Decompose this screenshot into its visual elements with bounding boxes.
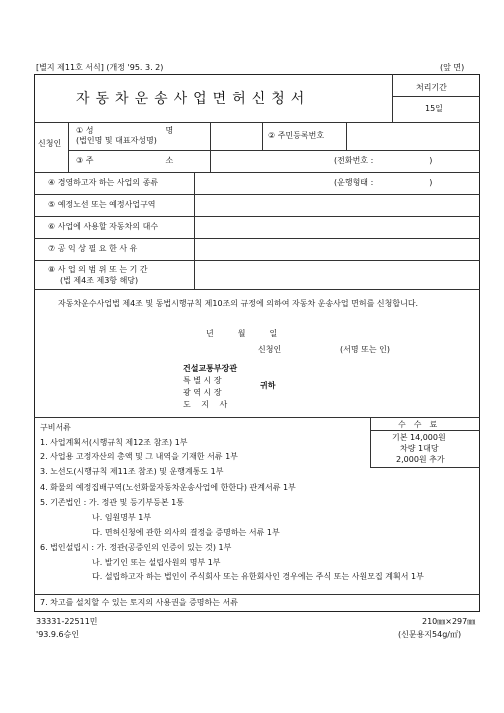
fee-base: 기본 14,000원 (392, 433, 446, 442)
fee-label: 수 수 료 (398, 420, 438, 429)
doc-item: 다. 설립하고자 하는 법인이 주식회사 또는 유한회사인 경우에는 주식 또는 사원모집 계획서 1부 (92, 572, 424, 581)
paper-size: 210㎜×297㎜ (422, 617, 476, 626)
paper-type: (신문용지54g/㎡) (398, 630, 462, 639)
signer-label: 신청인 (258, 345, 282, 354)
doc-item: 7. 차고를 설치할 수 있는 토지의 사용권을 증명하는 서류 (40, 598, 238, 607)
doc-item: 나. 발기인 또는 설립사원의 명부 1부 (92, 558, 221, 567)
item-vehicle-count: ⑥ 사업에 사용할 자동차의 대수 (48, 222, 159, 231)
documents-title: 구비서류 (40, 423, 71, 432)
address-label: ③ 주 소 (76, 156, 174, 165)
rrn-label: ② 주민등록번호 (268, 131, 325, 140)
name-sublabel: (법인명 및 대표자성명) (76, 136, 157, 145)
item-public-reason: ⑦ 공 익 상 필 요 한 사 유 (48, 244, 138, 253)
doc-item: 1. 사업계획서(시행규칙 제12조 참조) 1부 (40, 438, 188, 447)
doc-item: 2. 사업용 고정자산의 총액 및 그 내역을 기재한 서류 1부 (40, 452, 238, 461)
recipient-seoul: 특 별 시 장 (183, 376, 222, 385)
doc-item: 3. 노선도(시행규칙 제11조 참조) 및 운행계통도 1부 (40, 467, 224, 476)
recipient-metro: 광 역 시 장 (183, 388, 222, 397)
signature-note: (서명 또는 인) (340, 345, 390, 354)
name-label: ① 성 명 (76, 126, 174, 135)
application-date: 년 월 일 (206, 329, 278, 338)
doc-item: 다. 면허신청에 관한 의사의 결정을 증명하는 서류 1부 (92, 528, 280, 537)
form-code: 33331-22511민 (36, 617, 98, 626)
doc-item: 4. 화물의 예정집배구역(노선화물자동차운송사업에 한한다) 관계서류 1부 (40, 483, 296, 492)
fee-per-vehicle: 차량 1대당 (400, 444, 439, 453)
doc-item: 5. 기존법인 : 가. 정관 및 등기부등본 1통 (40, 498, 184, 507)
processing-value: 15일 (425, 104, 443, 113)
recipient-province: 도 지 사 (183, 400, 228, 409)
recipient-minister: 건설교통부장관 (183, 364, 238, 373)
recipient-suffix: 귀하 (260, 381, 276, 390)
processing-label: 처리기간 (416, 83, 447, 92)
fee-extra: 2,000원 추가 (396, 455, 445, 464)
statement-text: 자동차운수사업법 제4조 및 동법시행규칙 제10조의 규정에 의하여 자동차 운송사업 면허를 신청합니다. (58, 299, 419, 308)
form-number: [별지 제11호 서식] (개정 '95. 3. 2) (36, 63, 164, 72)
doc-item: 나. 임원명부 1부 (92, 513, 152, 522)
approval-date: '93.9.6승인 (36, 630, 80, 639)
item-scope: ⑧ 사 업 의 범 위 또 는 기 간 (48, 265, 148, 274)
doc-item: 6. 법인설립시 : 가. 정관(공증인의 인증이 있는 것) 1부 (40, 543, 232, 552)
operation-type-label: (운행형태 : ) (334, 178, 433, 187)
phone-label: (전화번호 : ) (334, 156, 433, 165)
item-scope-sub: (법 제4조 제3항 해당) (60, 276, 139, 285)
page-side: (앞 면) (440, 63, 465, 72)
item-route: ⑤ 예정노선 또는 예정사업구역 (48, 200, 156, 209)
applicant-label: 신청인 (38, 139, 62, 148)
form-title: 자동차운송사업면허신청서 (76, 91, 311, 107)
item-business-type: ④ 경영하고자 하는 사업의 종류 (48, 178, 159, 187)
